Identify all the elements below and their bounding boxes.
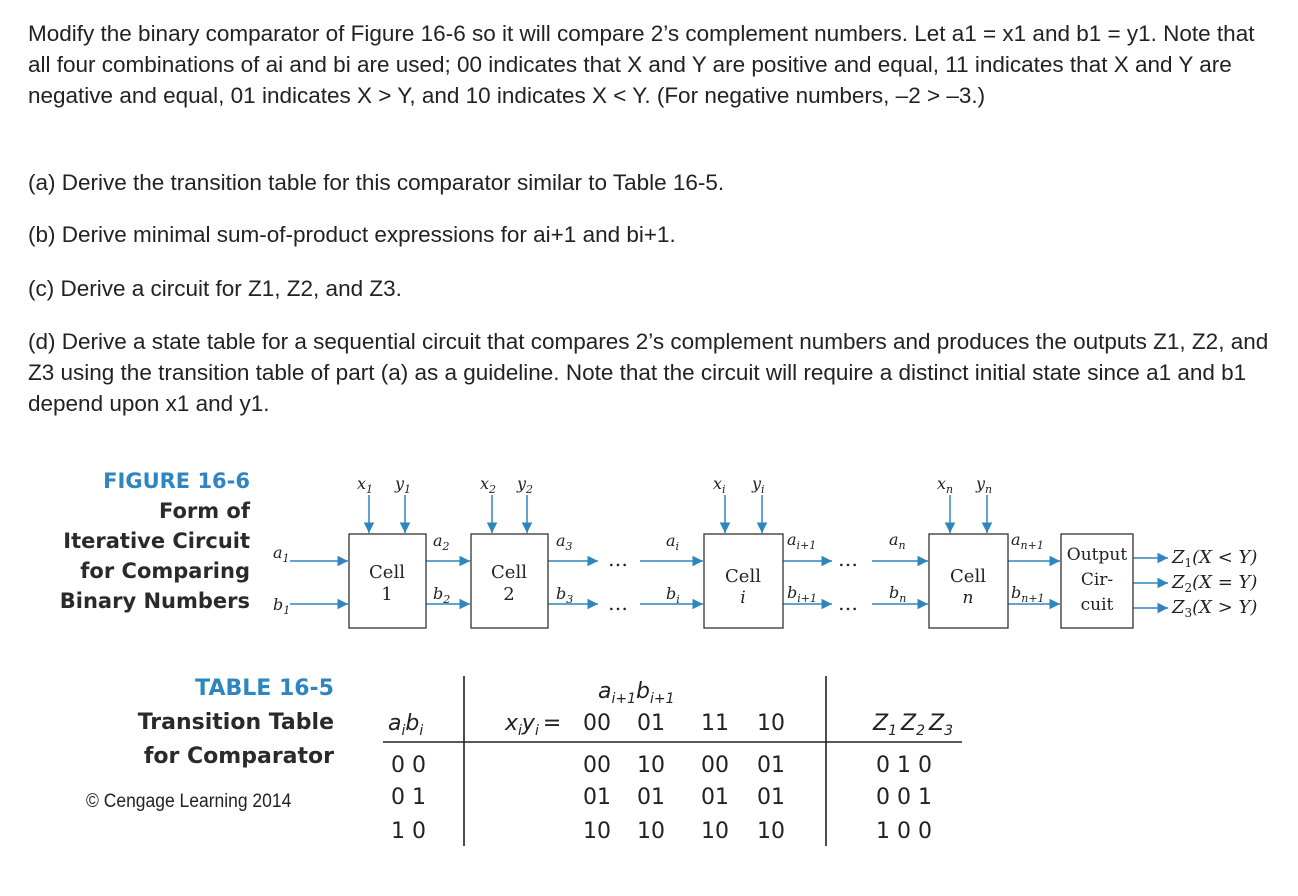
cell-label: Cell — [725, 566, 761, 587]
next-cell: 10 — [701, 819, 729, 844]
next-cell: 10 — [757, 819, 785, 844]
input-label: $x_1$ — [357, 474, 374, 496]
next-cell: 01 — [757, 753, 785, 778]
signal-label: $a_1$ — [273, 543, 290, 565]
output-block-line: cuit — [1080, 595, 1114, 615]
ellipsis: … — [608, 547, 628, 571]
input-col-header: 01 — [637, 711, 665, 736]
next-cell: 10 — [637, 819, 665, 844]
cell-index: 2 — [503, 584, 515, 605]
figure-label: FIGURE 16-6 — [103, 469, 250, 493]
part-a: (a) Derive the transition table for this comparator similar to Table 16-5. — [28, 170, 725, 195]
output-label: $Z_2(X = Y)$ — [1172, 572, 1258, 595]
cell-label: Cell — [950, 566, 986, 587]
cell-index: n — [962, 588, 974, 608]
output-label: $Z_3(X > Y)$ — [1172, 597, 1258, 620]
signal-label: $b_{i+1}$ — [787, 583, 817, 605]
state-cell: 0 0 — [391, 753, 426, 778]
input-col-header: 11 — [701, 711, 729, 736]
next-cell: 01 — [637, 785, 665, 810]
figure-caption-line: for Comparing — [80, 559, 250, 583]
signal-label: $b_n$ — [889, 583, 907, 605]
input-label: $y_2$ — [517, 474, 534, 496]
input-label: $y_n$ — [976, 474, 993, 496]
signal-label: $a_{i+1}$ — [787, 530, 817, 552]
signal-label: $b_3$ — [556, 584, 574, 606]
next-cell: 10 — [583, 819, 611, 844]
input-header: $x_iy_i$ = — [505, 711, 562, 739]
state-header: $a_ib_i$ — [388, 711, 424, 739]
signal-label: $b_2$ — [433, 584, 451, 606]
input-col-header: 10 — [757, 711, 785, 736]
state-cell: 1 0 — [391, 819, 426, 844]
ellipsis: … — [838, 547, 858, 571]
ellipsis: … — [838, 591, 858, 615]
part-c: (c) Derive a circuit for Z1, Z2, and Z3. — [28, 276, 402, 301]
figure-caption-line: Form of — [158, 499, 250, 523]
table-caption-line: Transition Table — [137, 710, 334, 735]
signal-label: $a_i$ — [666, 531, 680, 553]
signal-label: $a_3$ — [556, 531, 573, 553]
output-cell: 0 1 0 — [876, 753, 932, 778]
output-cell: 0 0 1 — [876, 785, 932, 810]
figure-caption-line: Iterative Circuit — [63, 529, 250, 553]
cell-index: i — [740, 588, 746, 608]
output-label: $Z_1(X < Y)$ — [1172, 547, 1258, 570]
figure-caption-line: Binary Numbers — [59, 589, 250, 613]
ellipsis: … — [608, 591, 628, 615]
output-cell: 1 0 0 — [876, 819, 932, 844]
input-label: $x_n$ — [937, 474, 954, 496]
input-label: $y_1$ — [395, 474, 412, 496]
next-cell: 00 — [583, 753, 611, 778]
output-block-line: Output — [1066, 545, 1128, 565]
signal-label: $b_{n+1}$ — [1011, 583, 1045, 605]
next-cell: 00 — [701, 753, 729, 778]
input-label: $x_i$ — [713, 474, 726, 496]
state-cell: 0 1 — [391, 785, 426, 810]
cell-label: Cell — [491, 562, 527, 583]
part-b: (b) Derive minimal sum-of-product expressions for ai+1 and bi+1. — [28, 222, 676, 247]
signal-label: $b_1$ — [273, 595, 291, 617]
signal-label: $a_n$ — [889, 530, 906, 552]
next-state-header: $a_{i+1}b_{i+1}$ — [598, 679, 675, 707]
input-col-header: 00 — [583, 711, 611, 736]
signal-label: $b_i$ — [666, 584, 680, 606]
next-cell: 01 — [701, 785, 729, 810]
cell-index: 1 — [381, 584, 393, 605]
output-header: $Z_1$ $Z_2$ $Z_3$ — [873, 711, 953, 739]
copyright: © Cengage Learning 2014 — [86, 791, 292, 812]
input-label: $x_2$ — [480, 474, 497, 496]
signal-label: $a_2$ — [433, 531, 450, 553]
output-block-line: Cir- — [1080, 570, 1114, 590]
part-d: (d) Derive a state table for a sequential circuit that compares 2’s complement numbers and produces the outputs Z1, Z2, and Z3 using the transition table of part (a) as a guideline. Note that the circuit will require a distinct initial state since a1 and b1 depend upon x1 and y1. — [28, 329, 1269, 416]
next-cell: 10 — [637, 753, 665, 778]
problem-intro: Modify the binary comparator of Figure 16-6 so it will compare 2’s complement numbers. Let a1 = x1 and b1 = y1. Note that all four combinations of ai and bi are used; 00 indicates that X and Y are positive and equal, 11 indicates that X and Y are negative and equal, 01 indicates X > Y, and 10 indicates X < Y. (For negative numbers, –2 > –3.) — [28, 21, 1255, 108]
cell-label: Cell — [369, 562, 405, 583]
table-caption-line: for Comparator — [143, 744, 334, 769]
signal-label: $a_{n+1}$ — [1011, 530, 1044, 552]
table-label: TABLE 16-5 — [195, 676, 334, 701]
next-cell: 01 — [757, 785, 785, 810]
next-cell: 01 — [583, 785, 611, 810]
input-label: $y_i$ — [752, 474, 765, 496]
